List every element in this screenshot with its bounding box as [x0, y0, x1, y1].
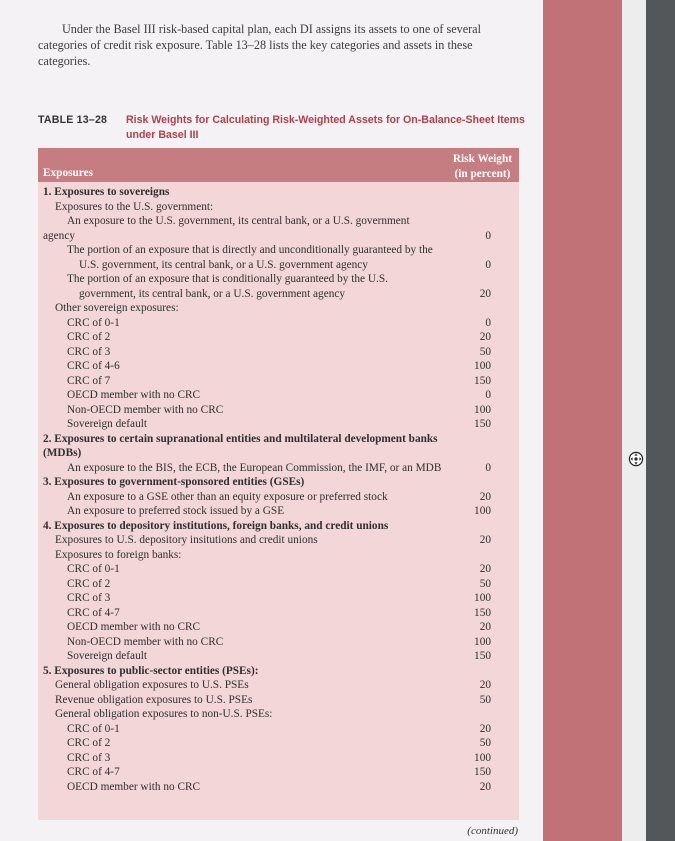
table-row: Revenue obligation exposures to U.S. PSEs 50 — [55, 693, 491, 706]
table-row: 3. Exposures to government-sponsored entities (GSEs) — [43, 476, 305, 488]
column-header-risk-weight: Risk Weight (in percent) — [452, 153, 512, 180]
table-row: CRC of 2 20 — [67, 331, 491, 343]
table-row: OECD member with no CRC 20 — [67, 780, 491, 793]
viewer-dark-bar — [646, 0, 675, 841]
table-row: The portion of an exposure that is conditionally guaranteed by the U.S. government, its central bank, or a U.S. government agency 20 — [67, 273, 491, 300]
table-row: CRC of 4-7 150 — [67, 766, 491, 778]
table-row: CRC of 7 150 — [67, 374, 491, 387]
page-side-band — [543, 0, 622, 841]
table-row: 1. Exposures to sovereigns — [43, 186, 170, 198]
table-header — [38, 148, 519, 182]
table-row: Exposures to U.S. depository insitutions and credit unions 20 — [55, 534, 491, 546]
table-title: Risk Weights for Calculating Risk-Weighted Assets for On-Balance-Sheet Items under Basel III — [126, 114, 525, 141]
column-header-exposures: Exposures — [43, 167, 94, 179]
move-crosshair-icon[interactable] — [628, 451, 644, 467]
table-row: Sovereign default 150 — [67, 418, 491, 430]
table-row: Exposures to the U.S. government: — [55, 200, 214, 213]
table-row: Non-OECD member with no CRC 100 — [67, 403, 491, 416]
table-row: General obligation exposures to U.S. PSEs 20 — [55, 679, 491, 691]
table-row: 4. Exposures to depository institutions, foreign banks, and credit unions — [43, 519, 389, 532]
table-row: CRC of 2 50 — [67, 577, 491, 590]
table-row: CRC of 0-1 0 — [67, 316, 491, 329]
table-row: CRC of 4-7 150 — [67, 606, 491, 619]
table-row: Exposures to foreign banks: — [55, 548, 182, 561]
table-row: CRC of 0-1 20 — [67, 563, 491, 575]
table-row: General obligation exposures to non-U.S. PSEs: — [55, 708, 273, 720]
table-row: Sovereign default 150 — [67, 650, 491, 662]
table-row: OECD member with no CRC 0 — [67, 389, 491, 401]
table-row: Other sovereign exposures: — [55, 302, 179, 314]
table-row: An exposure to preferred stock issued by a GSE 100 — [67, 505, 491, 517]
table-row: Non-OECD member with no CRC 100 — [67, 635, 491, 648]
table-row: CRC of 3 50 — [67, 345, 491, 358]
table-row: OECD member with no CRC 20 — [67, 621, 491, 633]
continued-note: (continued) — [467, 825, 518, 837]
viewer-gutter — [622, 0, 646, 841]
table-row: 5. Exposures to public-sector entities (PSEs): — [43, 664, 259, 677]
table-row: 2. Exposures to certain supranational entities and multilateral development banks (MDBs) — [43, 432, 438, 459]
table-row: An exposure to the U.S. government, its central bank, or a U.S. government agency 0 — [43, 215, 491, 242]
table-row: CRC of 3 100 — [67, 592, 491, 604]
table-row: CRC of 4-6 100 — [67, 360, 491, 372]
table-number: TABLE 13–28 — [38, 114, 108, 126]
table-row: CRC of 3 100 — [67, 751, 491, 764]
table-row: CRC of 2 50 — [67, 737, 491, 749]
table-body — [38, 185, 519, 794]
table-row: An exposure to the BIS, the ECB, the European Commission, the IMF, or an MDB 0 — [67, 461, 491, 474]
risk-weight-table — [38, 148, 519, 820]
table-row: The portion of an exposure that is directly and unconditionally guaranteed by the U.S. government, its central bank, or a U.S. government agency 0 — [67, 244, 491, 271]
table-row: CRC of 0-1 20 — [67, 722, 491, 735]
table-row: An exposure to a GSE other than an equity exposure or preferred stock 20 — [67, 490, 491, 503]
intro-paragraph: Under the Basel III risk-based capital plan, each DI assigns its assets to one of several categories of credit risk exposure. Table 13–28 lists the key categories and assets in these categories. — [38, 22, 481, 68]
